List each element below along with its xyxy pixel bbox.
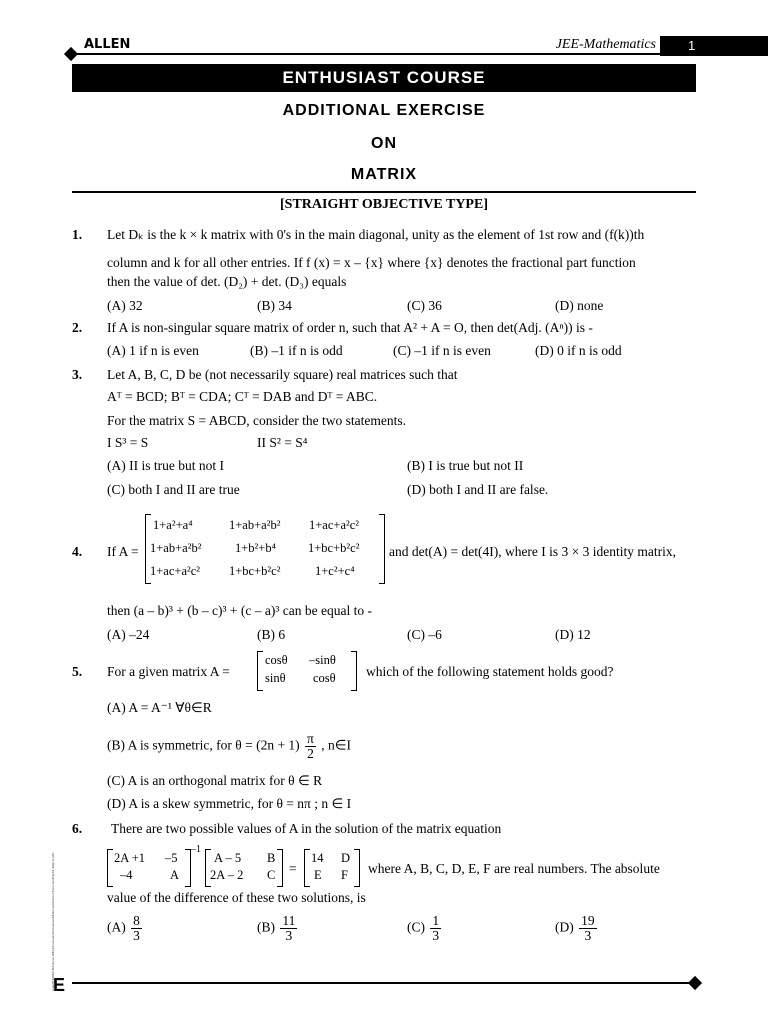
matrix-cell: A – 5 bbox=[214, 851, 242, 865]
left-bracket bbox=[107, 849, 113, 887]
question-text: which of the following statement holds good? bbox=[366, 664, 614, 679]
question-text: There are two possible values of A in the solution of the matrix equation bbox=[111, 821, 502, 836]
numerator: 11 bbox=[282, 913, 296, 928]
option-a: (A) II is true but not I bbox=[107, 458, 224, 473]
matrix-cell: –4 bbox=[120, 868, 133, 882]
denominator: 3 bbox=[584, 928, 592, 943]
course-banner: ENTHUSIAST COURSE bbox=[72, 64, 696, 92]
question-text: value of the difference of these two solutions, is bbox=[107, 890, 366, 905]
option-b: (B) 6 bbox=[257, 627, 286, 642]
question-text: If A is non-singular square matrix of order n, such that A² + A = O, then det(Adj. (Aⁿ)) is - bbox=[107, 320, 593, 335]
matrix-cell: –5 bbox=[165, 851, 178, 865]
brand-logo: ALLEN bbox=[84, 37, 131, 52]
question-text: Let A, B, C, D be (not necessarily square) real matrices such that bbox=[107, 367, 458, 382]
diamond-icon bbox=[688, 976, 702, 990]
denominator: 3 bbox=[285, 928, 293, 943]
matrix-cell: –sinθ bbox=[309, 653, 336, 667]
fraction bbox=[430, 914, 441, 943]
question-number: 6. bbox=[72, 821, 83, 836]
option-d bbox=[555, 914, 599, 943]
question-text: where A, B, C, D, E, F are real numbers. The absolute bbox=[368, 861, 660, 876]
matrix-m2 bbox=[205, 849, 283, 887]
option-d: (D) 12 bbox=[555, 627, 591, 642]
right-bracket bbox=[277, 849, 283, 887]
section-heading: [STRAIGHT OBJECTIVE TYPE] bbox=[280, 197, 488, 212]
matrix-cell: 1+a²+a⁴ bbox=[153, 518, 193, 532]
option-label: (C) bbox=[407, 919, 425, 935]
matrix-rotation bbox=[257, 651, 357, 691]
matrix-cell: 1+ac+a²c² bbox=[150, 564, 201, 578]
matrix-m3 bbox=[304, 849, 360, 887]
option-c: (C) –6 bbox=[407, 627, 442, 642]
question-number: 4. bbox=[72, 544, 83, 559]
page-number-box bbox=[660, 36, 768, 56]
fraction bbox=[305, 732, 316, 761]
question-text: and det(A) = det(4I), where I is 3 × 3 identity matrix, bbox=[389, 544, 677, 559]
option-b-text: (B) A is symmetric, for θ = (2n + 1) bbox=[107, 737, 300, 753]
option-b bbox=[257, 914, 299, 943]
numerator: 19 bbox=[581, 913, 595, 928]
equals-sign: = bbox=[289, 861, 297, 876]
matrix-cell: 2A – 2 bbox=[210, 868, 244, 882]
statement-1: I S³ = S bbox=[107, 435, 149, 450]
matrix-cell: 1+ab+a²b² bbox=[150, 541, 202, 555]
matrix-cell: D bbox=[341, 851, 351, 865]
matrix-m1 bbox=[107, 849, 191, 887]
right-bracket bbox=[379, 514, 385, 584]
option-label: (A) bbox=[107, 919, 126, 935]
option-b-suffix: , n∈I bbox=[321, 737, 352, 753]
option-a: (A) 1 if n is even bbox=[107, 343, 199, 358]
option-d: (D) A is a skew symmetric, for θ = nπ ; n ∈ I bbox=[107, 796, 352, 811]
footer-rule bbox=[72, 982, 692, 984]
title-line-1: ADDITIONAL EXERCISE bbox=[282, 102, 486, 119]
matrix-cell: 1+b²+b⁴ bbox=[235, 541, 276, 555]
denominator: 2 bbox=[307, 746, 314, 761]
question-number: 5. bbox=[72, 664, 83, 679]
question-prefix: For a given matrix A = bbox=[107, 664, 230, 679]
question-text: then (a – b)³ + (b – c)³ + (c – a)³ can be equal to - bbox=[107, 603, 373, 618]
diamond-icon bbox=[64, 47, 78, 61]
matrix-cell: B bbox=[267, 851, 276, 865]
option-b: (B) 34 bbox=[257, 298, 292, 313]
title-rule bbox=[72, 191, 696, 193]
option-b bbox=[107, 732, 351, 761]
question-text: Let Dₖ is the k × k matrix with 0's in the main diagonal, unity as the element of 1st row and (f(k))th bbox=[107, 227, 645, 242]
file-path-note bbox=[48, 764, 57, 1004]
matrix-cell: 1+bc+b²c² bbox=[308, 541, 360, 555]
fraction bbox=[579, 914, 597, 943]
fraction bbox=[131, 914, 142, 943]
matrix-cell: cosθ bbox=[313, 671, 336, 685]
option-c: (C) both I and II are true bbox=[107, 482, 240, 497]
matrix-a bbox=[145, 514, 385, 584]
question-number: 3. bbox=[72, 367, 83, 382]
footer-letter: E bbox=[53, 975, 66, 995]
question-text: Aᵀ = BCD; Bᵀ = CDA; Cᵀ = DAB and Dᵀ = ABC. bbox=[107, 389, 378, 404]
question-number: 1. bbox=[72, 227, 83, 242]
matrix-cell: sinθ bbox=[265, 671, 286, 685]
matrix-cell: E bbox=[314, 868, 322, 882]
option-b: (B) I is true but not II bbox=[407, 458, 524, 473]
question-number: 2. bbox=[72, 320, 83, 335]
title-line-3: MATRIX bbox=[350, 166, 418, 183]
option-c: (C) A is an orthogonal matrix for θ ∈ R bbox=[107, 773, 323, 788]
option-c: (C) –1 if n is even bbox=[393, 343, 491, 358]
option-d: (D) none bbox=[555, 298, 604, 313]
question-prefix: If A = bbox=[107, 544, 139, 559]
numerator: 1 bbox=[432, 913, 440, 928]
option-c bbox=[407, 914, 443, 943]
left-bracket bbox=[304, 849, 310, 887]
right-bracket bbox=[354, 849, 360, 887]
left-bracket bbox=[257, 651, 263, 691]
question-text: column and k for all other entries. If f (x) = x – {x} where {x} denotes the fractional part function bbox=[107, 255, 636, 270]
header-rule bbox=[72, 53, 660, 55]
numerator: 8 bbox=[133, 913, 140, 928]
inverse-superscript: –1 bbox=[191, 844, 201, 855]
matrix-cell: A bbox=[170, 868, 180, 882]
option-label: (D) bbox=[555, 919, 574, 935]
option-a bbox=[107, 914, 144, 943]
statement-2: II S² = S⁴ bbox=[257, 435, 308, 450]
denominator: 3 bbox=[133, 928, 140, 943]
right-bracket bbox=[351, 651, 357, 691]
matrix-cell: F bbox=[341, 868, 348, 882]
matrix-cell: cosθ bbox=[265, 653, 288, 667]
matrix-cell: 1+ab+a²b² bbox=[229, 518, 281, 532]
numerator: π bbox=[307, 731, 314, 746]
matrix-cell: 1+ac+a²c² bbox=[309, 518, 360, 532]
option-a: (A) A = A⁻¹ ∀θ∈R bbox=[107, 700, 212, 715]
file-path-text: node06\B0B0-BA\Kota\JEE(Advanced)\Enthusiast\Maths\Additional Exercise\Eng\01-Matrix.p65 bbox=[51, 852, 55, 991]
option-a: (A) 32 bbox=[107, 298, 143, 313]
question-text: then the value of det. (D₂) + det. (D₃) equals bbox=[107, 274, 347, 289]
title-line-2: ON bbox=[371, 135, 397, 152]
option-b: (B) –1 if n is odd bbox=[250, 343, 343, 358]
option-a: (A) –24 bbox=[107, 627, 150, 642]
option-label: (B) bbox=[257, 919, 275, 935]
option-d: (D) 0 if n is odd bbox=[535, 343, 622, 358]
matrix-cell: 14 bbox=[311, 851, 324, 865]
matrix-cell: C bbox=[267, 868, 276, 882]
denominator: 3 bbox=[432, 928, 440, 943]
option-c: (C) 36 bbox=[407, 298, 442, 313]
page-number: 1 bbox=[688, 38, 696, 53]
option-d: (D) both I and II are false. bbox=[407, 482, 549, 497]
matrix-cell: 2A +1 bbox=[114, 851, 146, 865]
matrix-cell: 1+bc+b²c² bbox=[229, 564, 281, 578]
subject-title: JEE-Mathematics bbox=[555, 37, 656, 52]
question-text: For the matrix S = ABCD, consider the two statements. bbox=[107, 413, 406, 428]
fraction bbox=[280, 914, 297, 943]
matrix-cell: 1+c²+c⁴ bbox=[315, 564, 355, 578]
